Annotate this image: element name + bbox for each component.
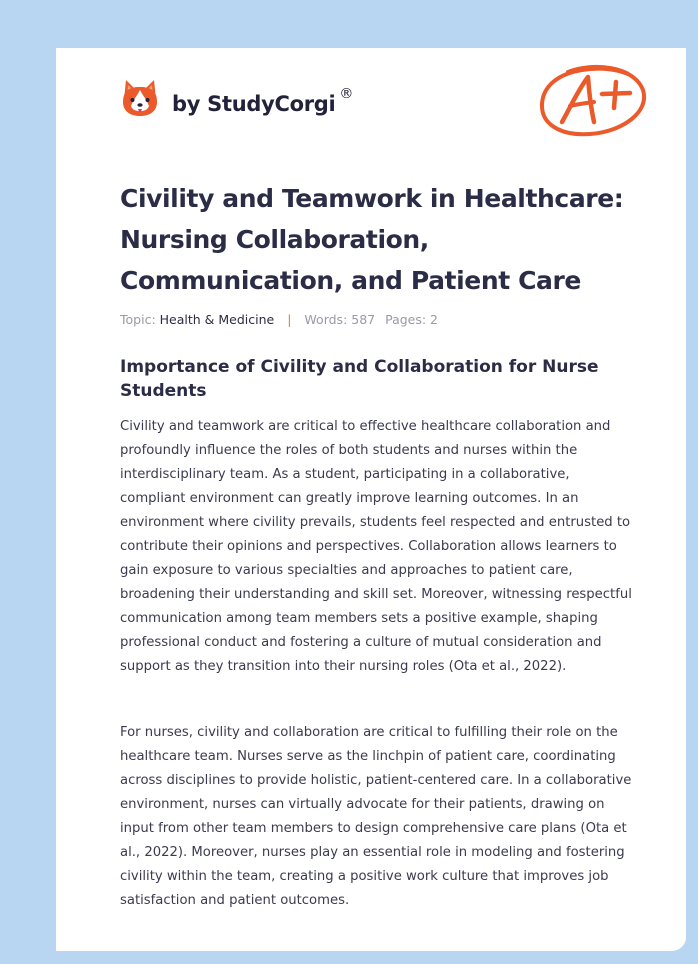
document-meta [120, 312, 438, 327]
section-heading: Importance of Civility and Collaboration for Nurse Students [120, 357, 599, 401]
word-count: Words: 587 [304, 312, 376, 327]
topic-link[interactable]: Health & Medicine [159, 312, 275, 327]
body-paragraph: For nurses, civility and collaboration are critical to fulfilling their role on the healthcare team. Nurses serve as the linchpin of patient care, coordinating across disciplines to provide holistic, patient-centered care. In a collaborative environment, nurses can virtually advocate for their patients, drawing on input from other team members to design comprehensive care plans (Ota et al., 2022). Moreover, nurses play an essential role in modeling and fostering civility within the team, creating a positive work culture that improves job satisfaction and patient outcomes. [120, 725, 632, 908]
meta-separator: | [287, 312, 292, 327]
site-header [120, 76, 353, 124]
document-title: Civility and Teamwork in Healthcare: Nursing Collaboration, Communication, and Patient Care [120, 184, 624, 295]
a-plus-grade-icon [538, 60, 648, 140]
corgi-logo-icon [120, 78, 160, 122]
registered-mark: ® [339, 86, 354, 102]
page-count: Pages: 2 [385, 312, 439, 327]
brand-name[interactable]: by StudyCorgi ® [172, 86, 354, 116]
body-paragraph: Civility and teamwork are critical to effective healthcare collaboration and profoundly influence the roles of both students and nurses within the interdisciplinary team. As a student, participating in a collaborative, compliant environment can greatly improve learning outcomes. In an environment where civility prevails, students feel respected and entrusted to contribute their opinions and perspectives. Collaboration allows learners to gain exposure to various specialties and approaches to patient care, broadening their understanding and skill set. Moreover, witnessing respectful communication among team members sets a positive example, shaping professional conduct and fostering a culture of mutual consideration and support as they transition into their nursing roles (Ota et al., 2022). [120, 419, 632, 674]
topic-label: Topic: [120, 312, 156, 327]
document-card [56, 48, 686, 951]
